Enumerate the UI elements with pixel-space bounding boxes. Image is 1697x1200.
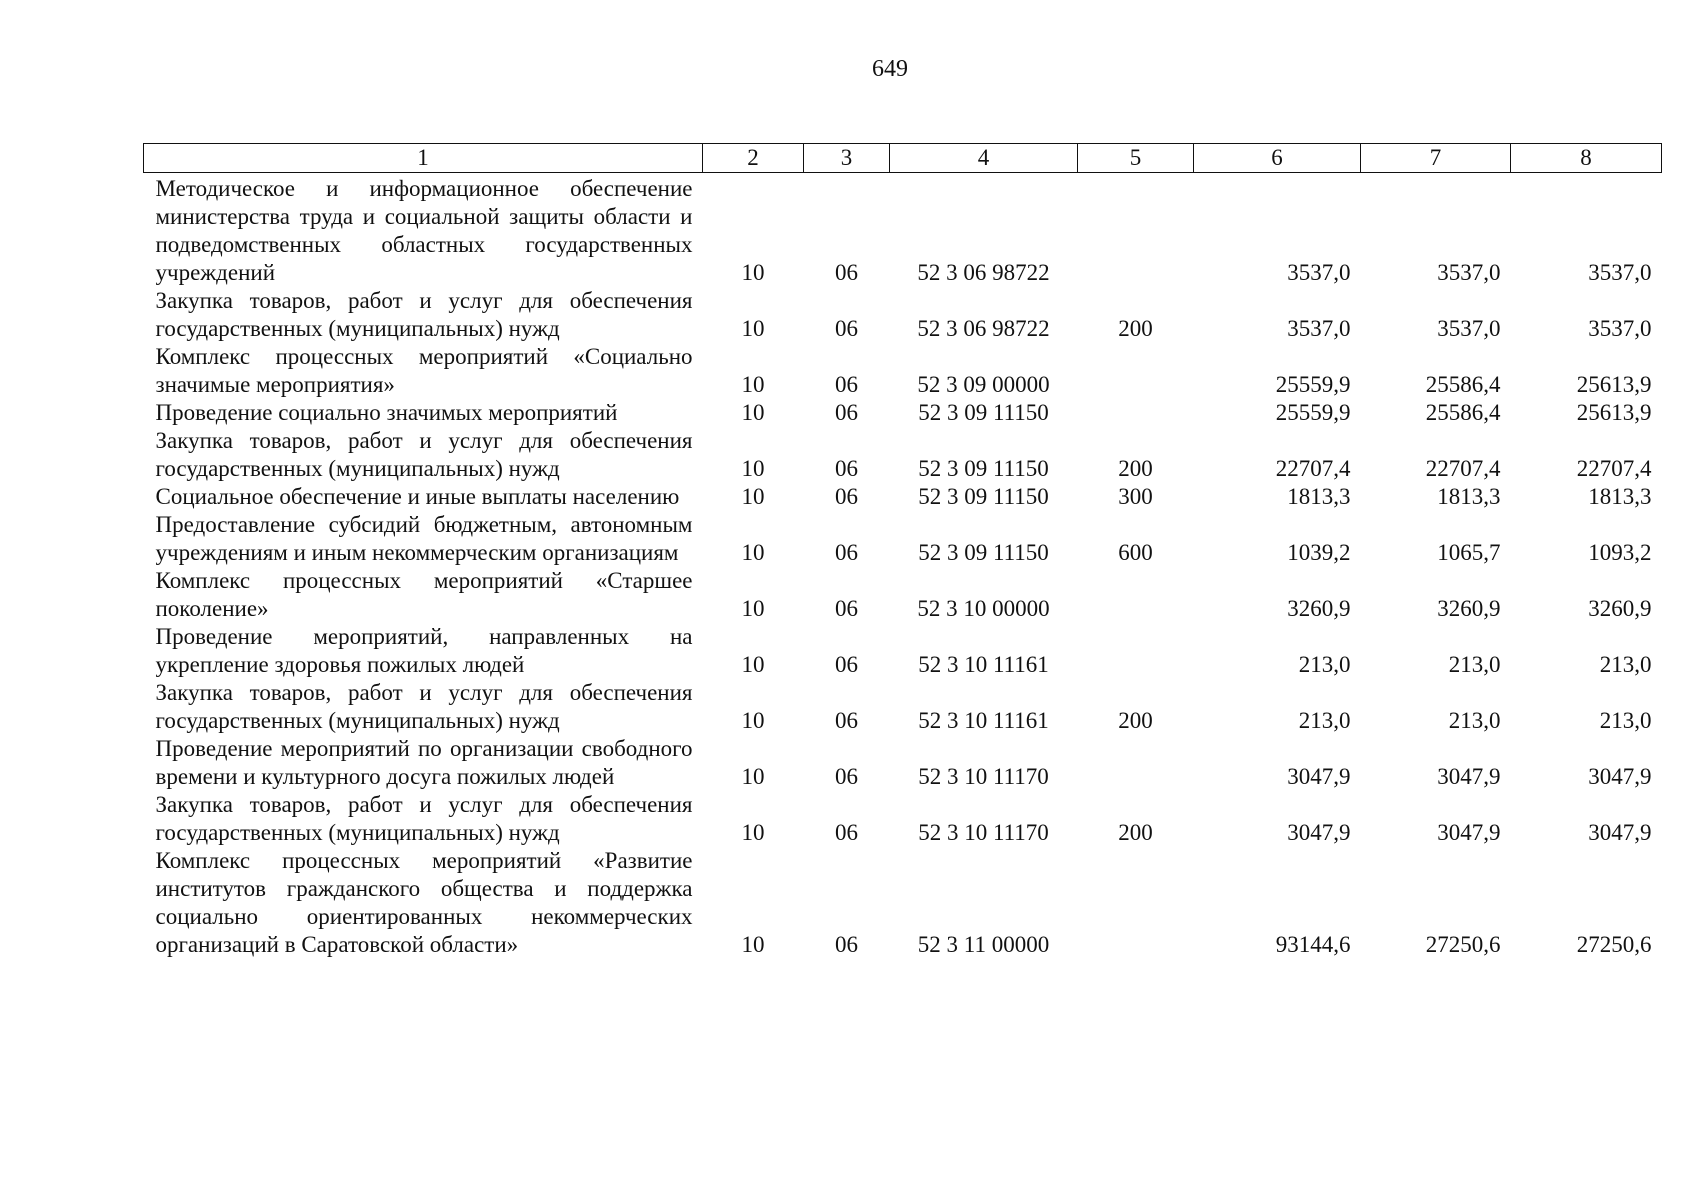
row-subsection: 06 — [835, 456, 858, 481]
row-amount-col6: 25559,9 — [1275, 400, 1351, 425]
row-amount-col7: 213,0 — [1448, 652, 1501, 677]
row-amount-col8: 213,0 — [1599, 708, 1652, 733]
row-amount-col8: 1093,2 — [1588, 540, 1652, 565]
row-section: 10 — [741, 316, 765, 341]
row-expense-type: 200 — [1118, 708, 1153, 733]
row-subsection: 06 — [835, 260, 858, 285]
row-section: 10 — [741, 456, 765, 481]
row-subsection: 06 — [835, 764, 858, 789]
row-amount-col8: 3537,0 — [1588, 260, 1652, 285]
row-section: 10 — [741, 932, 765, 957]
column-header-4: 4 — [890, 144, 1078, 173]
row-expense-type: 300 — [1118, 484, 1153, 509]
column-header-1: 1 — [144, 144, 703, 173]
row-amount-col7: 3047,9 — [1437, 764, 1501, 789]
page-number: 649 — [872, 56, 908, 82]
row-target-code: 52 3 09 11150 — [918, 540, 1049, 565]
row-amount-col8: 213,0 — [1599, 652, 1652, 677]
row-expense-type — [1078, 567, 1194, 623]
row-target-code: 52 3 09 11150 — [918, 484, 1049, 509]
row-amount-col8: 22707,4 — [1576, 456, 1652, 481]
table-row — [144, 483, 1662, 511]
header-row — [144, 144, 1662, 173]
column-header-3: 3 — [804, 144, 890, 173]
row-name: Проведение социально значимых мероприятий — [155, 400, 618, 425]
row-amount-col6: 1039,2 — [1287, 540, 1351, 565]
table-row — [144, 735, 1662, 791]
row-name: Социальное обеспечение и иные выплаты населению — [155, 484, 680, 509]
row-amount-col7: 3047,9 — [1437, 820, 1501, 845]
row-subsection: 06 — [835, 932, 858, 957]
row-section: 10 — [741, 540, 765, 565]
row-name: Закупка товаров, работ и услуг для обеспечения государственных (муниципальных) нужд — [155, 792, 693, 845]
table-row — [144, 343, 1662, 399]
column-header-7: 7 — [1361, 144, 1511, 173]
row-section: 10 — [741, 596, 765, 621]
row-section: 10 — [741, 484, 765, 509]
row-subsection: 06 — [835, 372, 858, 397]
row-amount-col7: 27250,6 — [1425, 932, 1501, 957]
row-expense-type: 600 — [1118, 540, 1153, 565]
table-row — [144, 287, 1662, 343]
row-expense-type — [1078, 847, 1194, 959]
row-amount-col8: 25613,9 — [1576, 400, 1652, 425]
row-amount-col8: 1813,3 — [1588, 484, 1652, 509]
row-expense-type — [1078, 343, 1194, 399]
table-row — [144, 567, 1662, 623]
row-target-code: 52 3 10 11170 — [918, 820, 1049, 845]
row-name: Комплекс процессных мероприятий «Социально значимые мероприятия» — [155, 344, 693, 397]
row-amount-col8: 3260,9 — [1588, 596, 1652, 621]
row-expense-type: 200 — [1118, 316, 1153, 341]
row-subsection: 06 — [835, 820, 858, 845]
row-amount-col6: 3260,9 — [1287, 596, 1351, 621]
row-section: 10 — [741, 764, 765, 789]
table-row — [144, 679, 1662, 735]
row-subsection: 06 — [835, 400, 858, 425]
row-subsection: 06 — [835, 708, 858, 733]
row-amount-col7: 3537,0 — [1437, 316, 1501, 341]
table-row — [144, 847, 1662, 959]
row-amount-col6: 25559,9 — [1275, 372, 1351, 397]
table-row — [144, 427, 1662, 483]
row-amount-col7: 3537,0 — [1437, 260, 1501, 285]
row-expense-type — [1078, 175, 1194, 287]
column-header-8: 8 — [1511, 144, 1662, 173]
row-expense-type — [1078, 399, 1194, 427]
row-subsection: 06 — [835, 484, 858, 509]
row-subsection: 06 — [835, 596, 858, 621]
row-amount-col8: 3047,9 — [1588, 764, 1652, 789]
row-subsection: 06 — [835, 316, 858, 341]
row-amount-col6: 1813,3 — [1287, 484, 1351, 509]
row-amount-col6: 213,0 — [1298, 652, 1351, 677]
row-amount-col7: 25586,4 — [1425, 372, 1501, 397]
row-amount-col6: 22707,4 — [1275, 456, 1351, 481]
column-header-2: 2 — [703, 144, 804, 173]
row-amount-col8: 25613,9 — [1576, 372, 1652, 397]
row-name: Комплекс процессных мероприятий «Старшее поколение» — [155, 568, 693, 621]
table-body — [144, 173, 1662, 960]
table-row — [144, 511, 1662, 567]
column-header-5: 5 — [1078, 144, 1194, 173]
row-name: Проведение мероприятий по организации свободного времени и культурного досуга пожилых людей — [155, 736, 693, 789]
row-amount-col7: 1065,7 — [1437, 540, 1501, 565]
row-target-code: 52 3 09 00000 — [917, 372, 1050, 397]
row-target-code: 52 3 06 98722 — [917, 316, 1050, 341]
row-subsection: 06 — [835, 540, 858, 565]
row-name: Закупка товаров, работ и услуг для обеспечения государственных (муниципальных) нужд — [155, 288, 693, 341]
row-amount-col6: 3047,9 — [1287, 820, 1351, 845]
row-target-code: 52 3 10 11170 — [918, 764, 1049, 789]
row-name: Предоставление субсидий бюджетным, автономным учреждениям и иным некоммерческим организациям — [155, 512, 693, 565]
row-amount-col6: 3537,0 — [1287, 260, 1351, 285]
row-amount-col6: 213,0 — [1298, 708, 1351, 733]
row-section: 10 — [741, 372, 765, 397]
row-target-code: 52 3 06 98722 — [917, 260, 1050, 285]
row-amount-col7: 3260,9 — [1437, 596, 1501, 621]
row-amount-col6: 93144,6 — [1275, 932, 1351, 957]
row-expense-type: 200 — [1118, 820, 1153, 845]
row-name: Закупка товаров, работ и услуг для обеспечения государственных (муниципальных) нужд — [155, 428, 693, 481]
row-amount-col7: 25586,4 — [1425, 400, 1501, 425]
row-amount-col8: 3537,0 — [1588, 316, 1652, 341]
row-section: 10 — [741, 400, 765, 425]
row-amount-col8: 3047,9 — [1588, 820, 1652, 845]
row-name: Закупка товаров, работ и услуг для обеспечения государственных (муниципальных) нужд — [155, 680, 693, 733]
table-row — [144, 791, 1662, 847]
row-target-code: 52 3 10 11161 — [918, 652, 1049, 677]
row-name: Методическое и информационное обеспечение министерства труда и социальной защиты области и подведомственных областных государственных учреждений — [155, 176, 693, 285]
row-amount-col7: 1813,3 — [1437, 484, 1501, 509]
column-header-6: 6 — [1194, 144, 1361, 173]
row-target-code: 52 3 11 00000 — [917, 932, 1050, 957]
row-amount-col7: 22707,4 — [1425, 456, 1501, 481]
row-expense-type — [1078, 735, 1194, 791]
table-row — [144, 399, 1662, 427]
row-section: 10 — [741, 652, 765, 677]
row-amount-col6: 3047,9 — [1287, 764, 1351, 789]
row-target-code: 52 3 10 00000 — [917, 596, 1050, 621]
row-name: Комплекс процессных мероприятий «Развитие институтов гражданского общества и поддержка социально ориентированных некоммерческих организаций в Саратовской области» — [155, 848, 693, 957]
row-target-code: 52 3 09 11150 — [918, 400, 1049, 425]
table-row — [144, 623, 1662, 679]
budget-table — [143, 143, 1662, 959]
row-section: 10 — [741, 260, 765, 285]
row-amount-col7: 213,0 — [1448, 708, 1501, 733]
row-amount-col8: 27250,6 — [1576, 932, 1652, 957]
row-subsection: 06 — [835, 652, 858, 677]
table-header — [144, 144, 1662, 173]
row-amount-col6: 3537,0 — [1287, 316, 1351, 341]
row-name: Проведение мероприятий, направленных на укрепление здоровья пожилых людей — [155, 624, 693, 677]
row-target-code: 52 3 09 11150 — [918, 456, 1049, 481]
row-target-code: 52 3 10 11161 — [918, 708, 1049, 733]
row-section: 10 — [741, 708, 765, 733]
row-section: 10 — [741, 820, 765, 845]
row-expense-type — [1078, 623, 1194, 679]
row-expense-type: 200 — [1118, 456, 1153, 481]
table-row — [144, 175, 1662, 287]
